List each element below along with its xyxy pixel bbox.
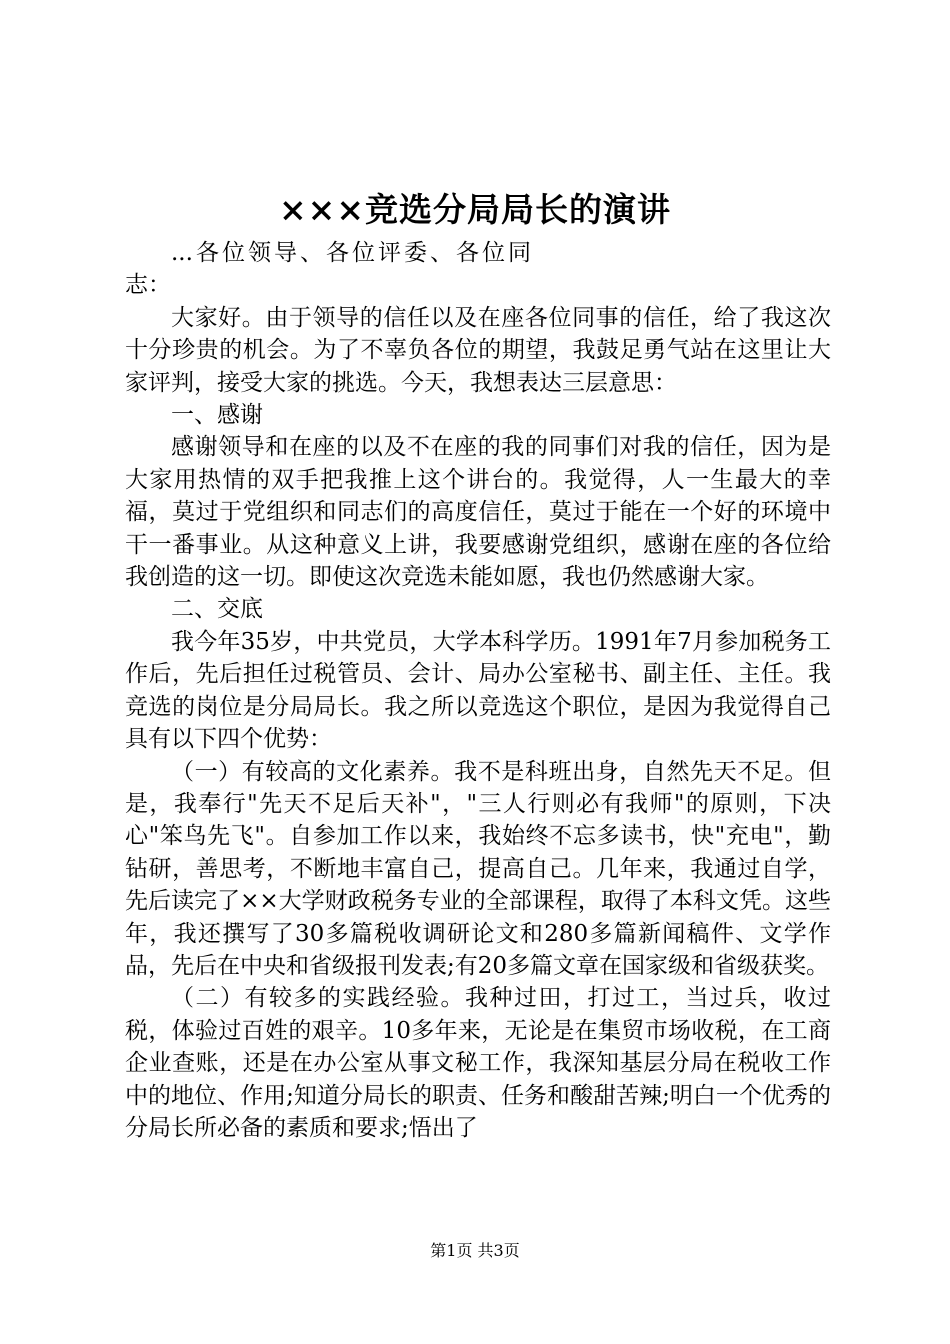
document-body — [125, 237, 831, 1144]
section-heading: 二、交底 — [171, 596, 263, 623]
body-paragraph: 我今年35岁，中共党员，大学本科学历。1991年7月参加税务工作后，先后担任过税管员、会计、局办公室秘书、副主任、主任。我竞选的岗位是分局局长。我之所以竞选这个职位，是因为我觉得自己具有以下四个优势： — [125, 628, 831, 753]
body-paragraph: （二）有较多的实践经验。我种过田，打过工，当过兵，收过税，体验过百姓的艰辛。10多年来，无论是在集贸市场收税，在工商企业查账，还是在办公室从事文秘工作，我深知基层分局在税收工作中的地位、作用;知道分局长的职责、任务和酸甜苦辣;明白一个优秀的分局长所必备的素质和要求;悟出了 — [125, 985, 831, 1141]
page-footer: 第1页 共3页 — [430, 1241, 520, 1260]
body-paragraph: （一）有较高的文化素养。我不是科班出身，自然先天不足。但是，我奉行"先天不足后天补"，"三人行则必有我师"的原则，下决心"笨鸟先飞"。自参加工作以来，我始终不忘多读书，快"充电"，勤钻研，善思考，不断地丰富自己，提高自己。几年来，我通过自学，先后读完了××大学财政税务专业的全部课程，取得了本科文凭。这些年，我还撰写了30多篇税收调研论文和280多篇新闻稿件、文学作品，先后在中央和省级报刊发表;有20多篇文章在国家级和省级获奖。 — [125, 758, 831, 979]
document-title: ×××竞选分局局长的演讲 — [279, 190, 671, 229]
section-heading: 一、感谢 — [171, 402, 263, 429]
salutation-paragraph: ...各位领导、各位评委、各位同志： — [125, 240, 531, 299]
body-paragraph: 大家好。由于领导的信任以及在座各位同事的信任，给了我这次十分珍贵的机会。为了不辜负各位的期望，我鼓足勇气站在这里让大家评判，接受大家的挑选。今天，我想表达三层意思： — [125, 304, 831, 396]
body-paragraph: 感谢领导和在座的以及不在座的我的同事们对我的信任，因为是大家用热情的双手把我推上这个讲台的。我觉得，人一生最大的幸福，莫过于党组织和同志们的高度信任，莫过于能在一个好的环境中干一番事业。从这种意义上讲，我要感谢党组织，感谢在座的各位给我创造的这一切。即使这次竞选未能如愿，我也仍然感谢大家。 — [125, 434, 831, 591]
